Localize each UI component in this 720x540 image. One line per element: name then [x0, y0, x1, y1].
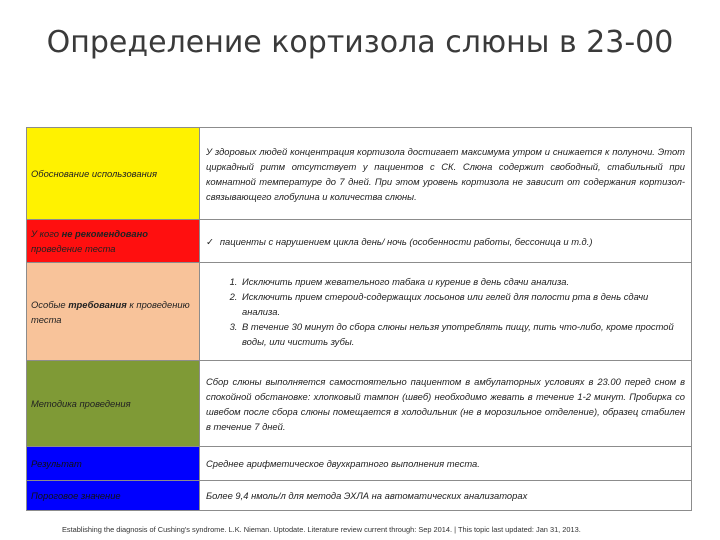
row-label-method: Методика проведения: [27, 361, 200, 447]
test-info-table: [26, 127, 692, 511]
checkmark-icon: ✓: [206, 235, 214, 247]
emphasis-text: требования: [68, 298, 127, 310]
requirements-list: [206, 274, 685, 349]
table-row: [27, 128, 692, 220]
row-text-contraindications: ✓ пациенты с нарушением цикла день/ ночь (особенности работы, бессоница и т.д.): [200, 220, 692, 263]
row-label-text: Обоснование использования: [31, 168, 157, 179]
footer-citation: Establishing the diagnosis of Cushing's syndrome. L.K. Nieman. Uptodate. Literature review current through: Sep 2014. | This topic last updated: Jan 31, 2013.: [62, 525, 581, 534]
emphasis-text: не рекомендовано: [61, 228, 148, 239]
list-item: 1. Исключить прием жевательного табака и курение в день сдачи анализа.: [240, 274, 685, 289]
list-item: 3. В течение 30 минут до сбора слюны нельзя употреблять пищу, пить что-либо, кроме простой воды, или чистить зубы.: [240, 319, 685, 349]
table-row: [27, 220, 692, 263]
table-row: [27, 263, 692, 361]
row-label-rationale: [27, 128, 200, 220]
page-title: Определение кортизола слюны в 23-00: [46, 25, 674, 60]
table-row: [27, 481, 692, 511]
table-row: [27, 447, 692, 481]
row-label-requirements: Особые требования к проведению теста: [27, 263, 200, 361]
table-row: [27, 361, 692, 447]
row-text-threshold: Более 9,4 нмоль/л для метода ЭХЛА на автоматических анализаторах: [200, 481, 692, 511]
row-label-contraindications: У кого не рекомендовано проведение теста: [27, 220, 200, 263]
row-text-result: Среднее арифметическое двухкратного выполнения теста.: [200, 447, 692, 481]
list-item: 2. Исключить прием стероид-содержащих лосьонов или гелей для полости рта в день сдачи анализа.: [240, 289, 685, 319]
row-text-method: Сбор слюны выполняется самостоятельно пациентом в амбулаторных условиях в 23.00 перед сном в спокойной обстановке: хлопковый тампон (швеб) необходимо жевать в течение 1-2 минут. Пробирка со швебом после сбора слюны помещается в холодильник (не в морозильное отделение), образец стабилен в течение 7 дней.: [200, 361, 692, 447]
row-label-threshold: Пороговое значение: [27, 481, 200, 511]
row-label-result: Результат: [27, 447, 200, 481]
row-text-requirements: [200, 263, 692, 361]
row-text-rationale: У здоровых людей концентрация кортизола достигает максимума утром и снижается к полуночи. Этот циркадный ритм отсутствует у пациентов с СК. Слюна содержит свободный, стабильный при комнатной температуре до 7 дней. При этом уровень кортизола не зависит от содержания кортизол-связывающего глобулина и количества слюны.: [200, 128, 692, 220]
